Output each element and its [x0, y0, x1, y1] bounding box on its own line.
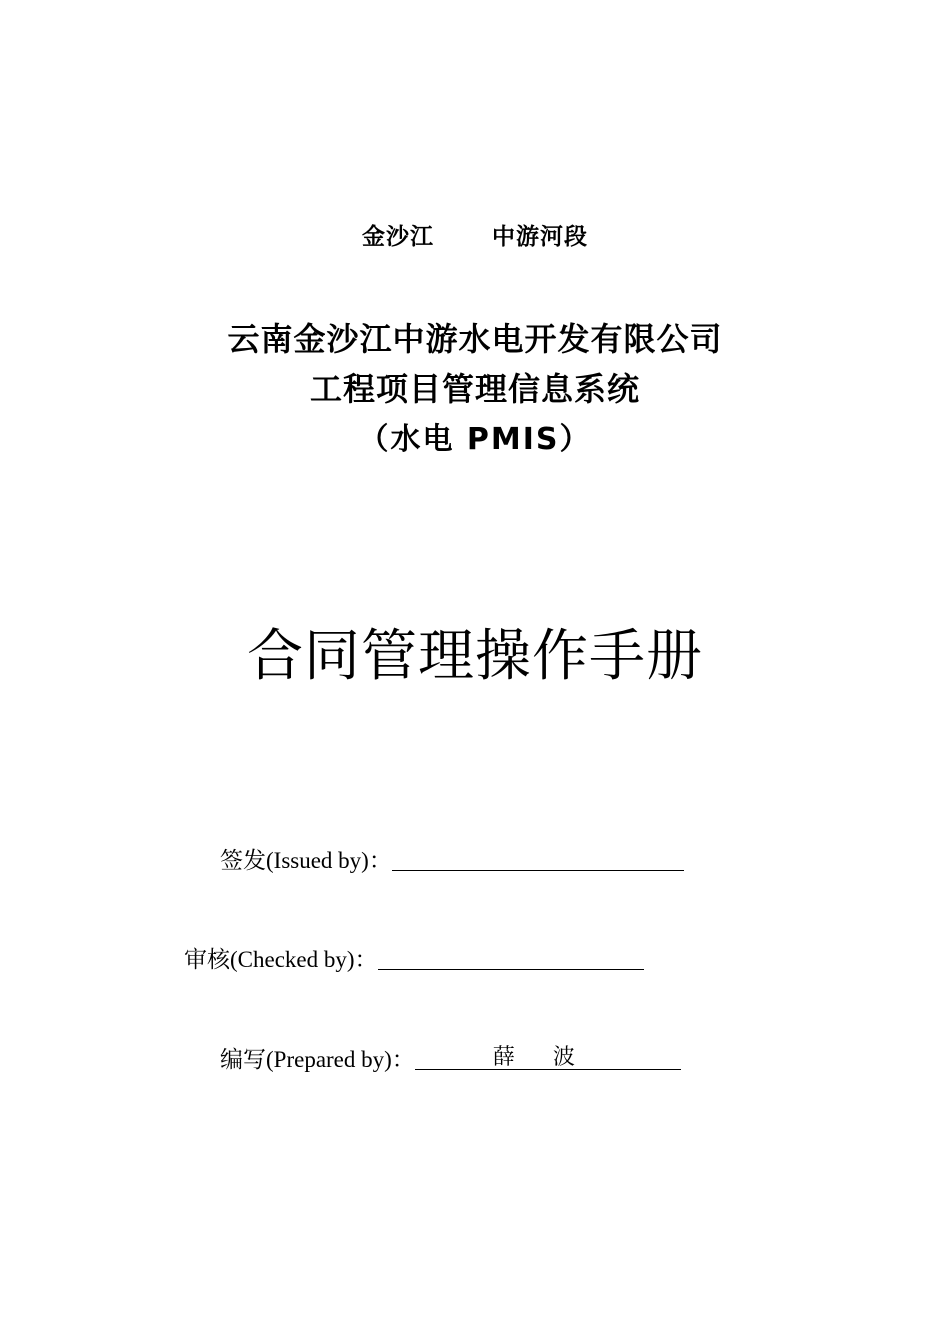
checked-by-row [184, 941, 644, 974]
issued-by-label: 签发(Issued by)： [220, 848, 392, 873]
prepared-by-label: 编写(Prepared by)： [220, 1047, 415, 1072]
issued-by-row [220, 842, 684, 875]
issued-by-signature-line [392, 848, 684, 871]
prepared-by-surname: 薛 [492, 1045, 515, 1070]
manual-title: 合同管理操作手册 [247, 624, 703, 689]
river-name: 金沙江 [362, 224, 434, 250]
system-abbreviation: （水电 PMIS） [358, 422, 592, 457]
prepared-by-signature-line [415, 1047, 681, 1070]
prepared-by-name [493, 1040, 575, 1071]
river-section-heading [0, 218, 950, 251]
river-section: 中游河段 [492, 224, 588, 250]
checked-by-signature-line [378, 947, 644, 970]
prepared-by-row [220, 1041, 681, 1074]
prepared-by-given-name: 波 [552, 1045, 575, 1070]
system-name: 工程项目管理信息系统 [309, 370, 640, 408]
company-name: 云南金沙江中游水电开发有限公司 [227, 320, 723, 358]
checked-by-label: 审核(Checked by)： [184, 947, 378, 972]
